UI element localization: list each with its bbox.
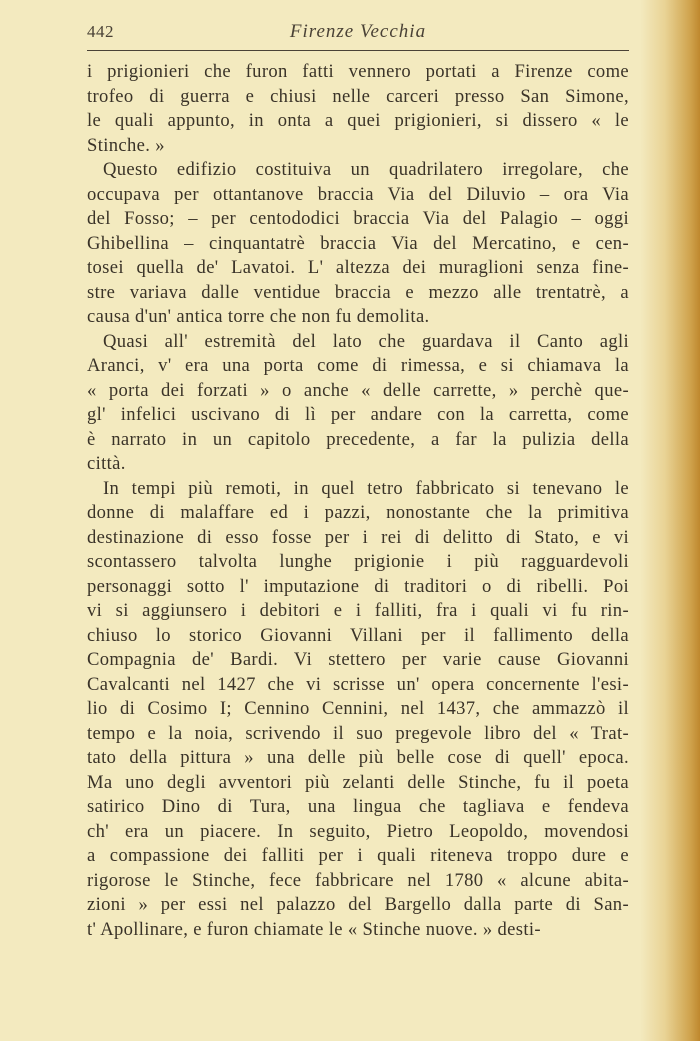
text-line: donne di malaffare ed i pazzi, nonostante che la primitiva [87,502,629,523]
text-line: occupava per ottantanove braccia Via del Diluvio – ora Via [87,183,629,205]
text-line: causa d'un' antica torre che non fu demolita. [87,306,430,327]
text-line: città. [87,453,126,474]
page-number: 442 [87,22,114,41]
text-line: rigorose le Stinche, fece fabbricare nel 1780 « alcune abita- [87,869,629,891]
text-line: Stinche. » [87,134,165,156]
paragraph [87,330,629,477]
text-line: stre variava dalle ventidue braccia e mezzo alle trentatrè, a [87,281,629,303]
text-line: scontassero talvolta lunghe prigionie i più ragguardevoli [87,551,629,572]
text-line: destinazione di esso fosse per i rei di delitto di Stato, e vi [87,526,629,548]
text-line: zioni » per essi nel palazzo del Bargello dalla parte di San- [87,894,629,915]
text-line: le quali appunto, in onta a quei prigionieri, si dissero « le [87,110,629,131]
body-text [87,60,629,942]
text-line: è narrato in un capitolo precedente, a far la pulizia della [87,428,629,450]
text-line: lio di Cosimo I; Cennino Cennini, nel 1437, che ammazzò il [87,698,629,719]
paragraph [87,477,629,943]
text-line: tosei quella de' Lavatoi. L' altezza dei muraglioni senza fine- [87,257,629,278]
text-line: Ghibellina – cinquantatrè braccia Via del Mercatino, e cen- [87,232,629,254]
text-line: gl' infelici uscivano di lì per andare con la carretta, come [87,404,629,425]
text-line: Ma uno degli avventori più zelanti delle Stinche, fu il poeta [87,771,629,793]
paragraph [87,158,629,330]
text-line: t' Apollinare, e furon chiamate le « Stinche nuove. » desti- [87,918,541,940]
page-header [87,20,629,48]
text-line: Compagnia de' Bardi. Vi stettero per varie cause Giovanni [87,649,629,670]
paragraph [87,60,629,158]
text-line: vi si aggiunsero i debitori e i falliti, fra i quali vi fu rin- [87,600,629,621]
running-title: Firenze Vecchia [289,21,427,42]
text-line: tempo e la noia, scrivendo il suo pregevole libro del « Trat- [87,722,629,744]
text-line: ch' era un piacere. In seguito, Pietro Leopoldo, movendosi [87,820,629,842]
text-line: i prigionieri che furon fatti vennero portati a Firenze come [87,61,629,82]
text-line: chiuso lo storico Giovanni Villani per il fallimento della [87,624,629,646]
text-line: « porta dei forzati » o anche « delle carrette, » perchè que- [87,379,629,401]
text-line: Questo edifizio costituiva un quadrilatero irregolare, che [103,159,629,180]
text-line: Quasi all' estremità del lato che guardava il Canto agli [103,330,629,352]
text-line: Cavalcanti nel 1427 che vi scrisse un' opera concernente l'esi- [87,673,629,695]
header-rule [87,50,629,51]
text-line: a compassione dei falliti per i quali riteneva troppo dure e [87,845,629,866]
text-line: personaggi sotto l' imputazione di traditori o di ribelli. Poi [87,575,629,597]
text-line: del Fosso; – per centododici braccia Via del Palagio – oggi [87,208,629,229]
text-line: satirico Dino di Tura, una lingua che tagliava e fendeva [87,796,629,817]
text-line: Aranci, v' era una porta come di rimessa, e si chiamava la [87,355,629,376]
text-line: trofeo di guerra e chiusi nelle carceri presso San Simone, [87,85,629,107]
text-line: tato della pittura » una delle più belle cose di quell' epoca. [87,747,629,768]
text-line: In tempi più remoti, in quel tetro fabbricato si tenevano le [103,477,629,499]
